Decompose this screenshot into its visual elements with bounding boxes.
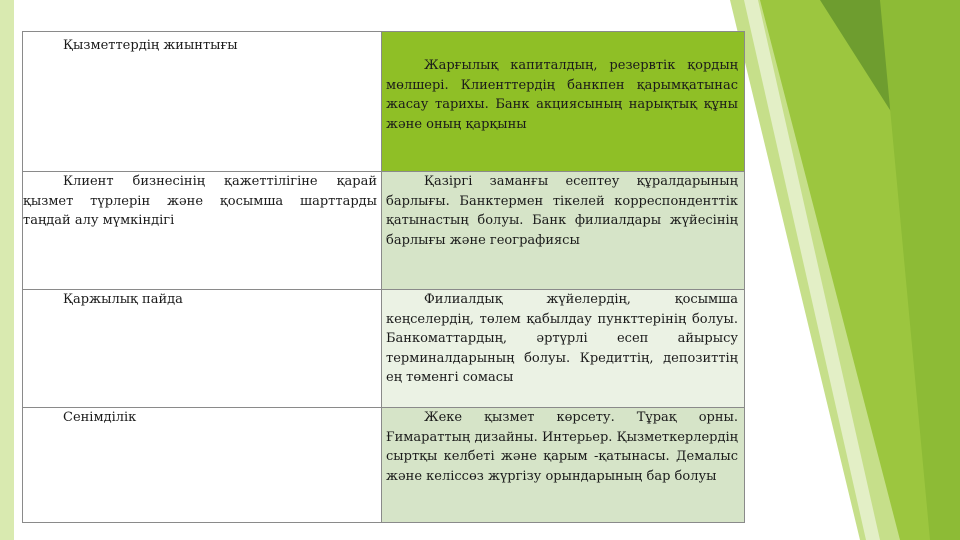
table-cell-left	[23, 408, 382, 523]
table-row	[23, 172, 745, 290]
cell-text: Филиалдық жүйелердің, қосымша кеңселердің, төлем қабылдау пункттерінің болуы. Банкоматтардың, әртүрлі есеп айырысу терминалдарының болуы. Кредиттің, депозиттің ең төменгі сомасы	[386, 292, 738, 385]
comparison-table	[22, 31, 745, 523]
table-cell-left	[23, 290, 382, 408]
table-cell-right	[382, 32, 745, 172]
left-edge-stripe	[0, 0, 14, 540]
cell-text: Қызметтердің жиынтығы	[63, 38, 238, 53]
table-row	[23, 32, 745, 172]
table-row	[23, 408, 745, 523]
table-cell-right	[382, 172, 745, 290]
cell-text: Қаржылық пайда	[63, 292, 183, 307]
cell-text: Жарғылық капиталдың, резервтік қордың мөлшері. Клиенттердің банкпен қарымқатынас жасау тарихы. Банк акциясының нарықтық құны және оның қарқыны	[386, 58, 738, 132]
table-cell-left	[23, 172, 382, 290]
table-cell-right	[382, 290, 745, 408]
cell-text: Сенімділік	[63, 410, 137, 425]
table-cell-left	[23, 32, 382, 172]
table-cell-right	[382, 408, 745, 523]
table-row	[23, 290, 745, 408]
cell-text: Қазіргі заманғы есептеу құралдарының барлығы. Банктермен тікелей корреспонденттік қатынастың болуы. Банк филиалдары жүйесінің барлығы және географиясы	[386, 174, 738, 248]
cell-text: Жеке қызмет көрсету. Тұрақ орны. Ғимараттың дизайны. Интерьер. Қызметкерлердің сыртқы келбеті және қарым -қатынасы. Демалыс және келіссөз жүргізу орындарының бар болуы	[386, 410, 738, 484]
cell-text: Клиент бизнесінің қажеттілігіне қарай қызмет түрлерін және қосымша шарттарды таңдай алу мүмкіндігі	[23, 174, 377, 228]
